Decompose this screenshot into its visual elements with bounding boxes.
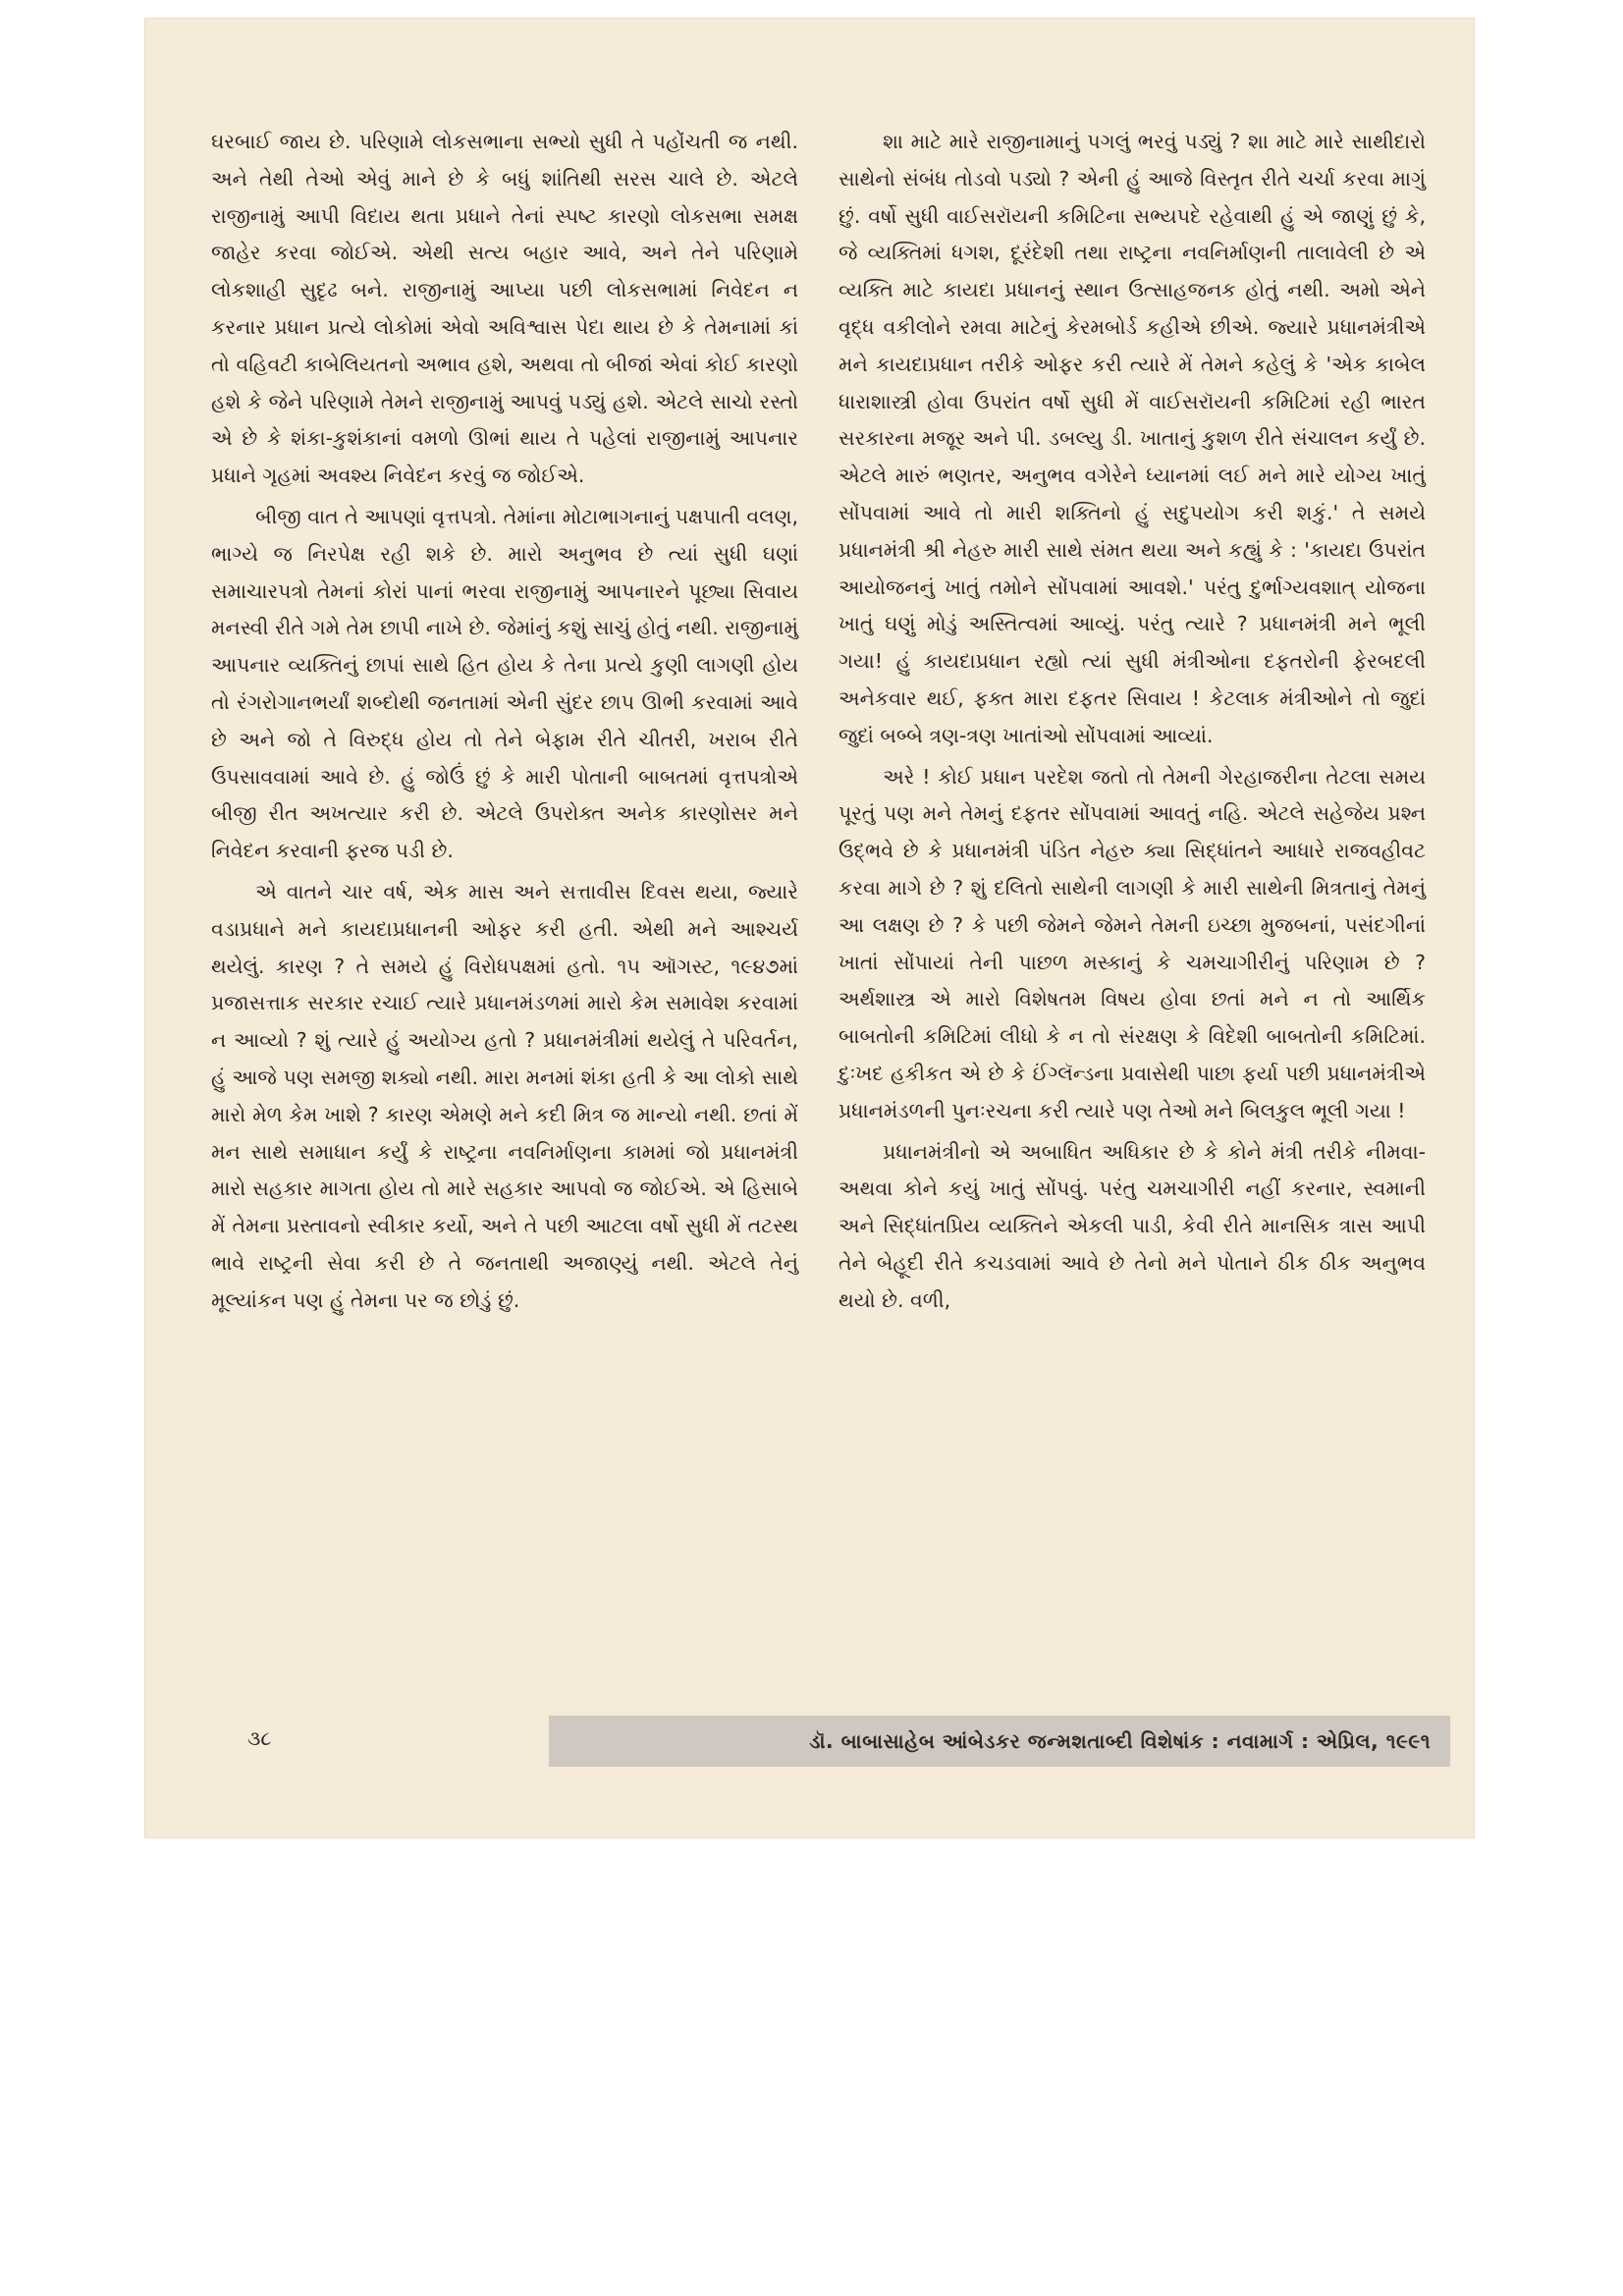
paragraph: પ્રધાનમંત્રીનો એ અબાધિત અધિકાર છે કે કોને મંત્રી તરીકે નીમવા- અથવા કોને કયું ખાતું સોંપવું. પરંતુ ચમચાગીરી નહીં કરનાર, સ્વમાની અને સિદ્ધાંતપ્રિય વ્યક્તિને એકલી પાડી, કેવી રીતે માનસિક ત્રાસ આપી તેને બેહૂદી રીતે કચડવામાં આવે છે તેનો મને પોતાને ઠીક ઠીક અનુભવ થયો છે. વળી, [839,1139,1426,1312]
footer-title: ડૉ. બાબાસાહેબ આંબેડકર જન્મશતાબ્દી વિશેષાંક : નવામાર્ગ : એપ્રિલ, ૧૯૯૧ [809,1729,1431,1753]
magazine-page [144,18,1475,1838]
paragraph: અરે ! કોઈ પ્રધાન પરદેશ જતો તો તેમની ગેરહાજરીના તેટલા સમય પૂરતું પણ મને તેમનું દફતર સોંપવામાં આવતું નહિ. એટલે સહેજેય પ્રશ્ન ઉદ્ભવે છે કે પ્રધાનમંત્રી પંડિત નેહરુ ક્યા સિદ્ધાંતને આધારે રાજવહીવટ કરવા માગે છે ? શું દલિતો સાથેની લાગણી કે મારી સાથેની મિત્રતાનું તેમનું આ લક્ષણ છે ? કે પછી જેમને જેમને તેમની ઇચ્છા મુજબનાં, પસંદગીનાં ખાતાં સોંપાયાં તેની પાછળ મસ્કાનું કે ચમચાગીરીનું પરિણામ છે ? અર્થશાસ્ત્ર એ મારો વિશેષતમ વિષય હોવા છતાં મને ન તો આર્થિક બાબતોની કમિટિમાં લીધો કે ન તો સંરક્ષણ કે વિદેશી બાબતોની કમિટિમાં. દુઃખદ હકીકત એ છે કે ઈંગ્લૅન્ડના પ્રવાસેથી પાછા ફર્યા પછી પ્રધાનમંત્રીએ પ્રધાનમંડળની પુનઃરચના કરી ત્યારે પણ તેઓ મને બિલકુલ ભૂલી ગયા ! [839,764,1426,1122]
paragraph: ઘરબાઈ જાય છે. પરિણામે લોકસભાના સભ્યો સુધી તે પહોંચતી જ નથી. અને તેથી તેઓ એવું માને છે કે બધું શાંતિથી સરસ ચાલે છે. એટલે રાજીનામું આપી વિદાય થતા પ્રધાને તેનાં સ્પષ્ટ કારણો લોકસભા સમક્ષ જાહેર કરવા જોઈએ. એથી સત્ય બહાર આવે, અને તેને પરિણામે લોકશાહી સુદૃઢ બને. રાજીનામું આપ્યા પછી લોકસભામાં નિવેદન ન કરનાર પ્રધાન પ્રત્યે લોકોમાં એવો અવિશ્વાસ પેદા થાય છે કે તેમનામાં કાં તો વહિવટી કાબેલિયતનો અભાવ હશે, અથવા તો બીજાં એવાં કોઈ કારણો હશે કે જેને પરિણામે તેમને રાજીનામું આપવું પડ્યું હશે. એટલે સાચો રસ્તો એ છે કે શંકા-કુશંકાનાં વમળો ઊભાં થાય તે પહેલાં રાજીનામું આપનાર પ્રધાને ગૃહમાં અવશ્ય નિવેદન કરવું જ જોઈએ. [211,130,798,488]
footer-banner [549,1716,1450,1767]
right-column [839,124,1426,1320]
left-column [211,124,798,1320]
paragraph: બીજી વાત તે આપણાં વૃત્તપત્રો. તેમાંના મોટાભાગનાનું પક્ષપાતી વલણ, ભાગ્યે જ નિરપેક્ષ રહી શકે છે. મારો અનુભવ છે ત્યાં સુધી ઘણાં સમાચારપત્રો તેમનાં કોરાં પાનાં ભરવા રાજીનામું આપનારને પૂછ્યા સિવાય મનસ્વી રીતે ગમે તેમ છાપી નાખે છે. જેમાંનું કશું સાચું હોતું નથી. રાજીનામું આપનાર વ્યક્તિનું છાપાં સાથે હિત હોય કે તેના પ્રત્યે કુણી લાગણી હોય તો રંગરોગાનભર્યાં શબ્દોથી જનતામાં એની સુંદર છાપ ઊભી કરવામાં આવે છે અને જો તે વિરુદ્ધ હોય તો તેને બેફામ રીતે ચીતરી, ખરાબ રીતે ઉપસાવવામાં આવે છે. હું જોઉં છું કે મારી પોતાની બાબતમાં વૃત્તપત્રોએ બીજી રીત અખત્યાર કરી છે. એટલે ઉપરોક્ત અનેક કારણોસર મને નિવેદન કરવાની ફરજ પડી છે. [211,504,798,863]
paragraph: એ વાતને ચાર વર્ષ, એક માસ અને સત્તાવીસ દિવસ થયા, જ્યારે વડાપ્રધાને મને કાયદાપ્રધાનની ઓફર કરી હતી. એથી મને આશ્ચર્ય થયેલું. કારણ ? તે સમયે હું વિરોધપક્ષમાં હતો. ૧૫ ઑગસ્ટ, ૧૯૪૭માં પ્રજાસત્તાક સરકાર રચાઈ ત્યારે પ્રધાનમંડળમાં મારો કેમ સમાવેશ કરવામાં ન આવ્યો ? શું ત્યારે હું અયોગ્ય હતો ? પ્રધાનમંત્રીમાં થયેલું તે પરિવર્તન, હું આજે પણ સમજી શક્યો નથી. મારા મનમાં શંકા હતી કે આ લોકો સાથે મારો મેળ કેમ ખાશે ? કારણ એમણે મને કદી મિત્ર જ માન્યો નથી. છતાં મેં મન સાથે સમાધાન કર્યું કે રાષ્ટ્રના નવનિર્માણના કામમાં જો પ્રધાનમંત્રી મારો સહકાર માગતા હોય તો મારે સહકાર આપવો જ જોઈએ. એ હિસાબે મેં તેમના પ્રસ્તાવનો સ્વીકાર કર્યો, અને તે પછી આટલા વર્ષો સુધી મેં તટસ્થ ભાવે રાષ્ટ્રની સેવા કરી છે તે જનતાથી અજાણ્યું નથી. એટલે તેનું મૂલ્યાંકન પણ હું તેમના પર જ છોડું છું. [211,879,798,1312]
page-number: ૩૮ [247,1726,272,1750]
paragraph: શા માટે મારે રાજીનામાનું પગલું ભરવું પડ્યું ? શા માટે મારે સાથીદારો સાથેનો સંબંધ તોડવો પડ્યો ? એની હું આજે વિસ્તૃત રીતે ચર્ચા કરવા માગું છું. વર્ષો સુધી વાઈસરૉયની કમિટિના સભ્યપદે રહેવાથી હું એ જાણું છું કે, જે વ્યક્તિમાં ધગશ, દૂરંદેશી તથા રાષ્ટ્રના નવનિર્માણની તાલાવેલી છે એ વ્યક્તિ માટે કાયદા પ્રધાનનું સ્થાન ઉત્સાહજનક હોતું નથી. અમો એને વૃદ્ધ વકીલોને રમવા માટેનું કેરમબોર્ડ કહીએ છીએ. જ્યારે પ્રધાનમંત્રીએ મને કાયદાપ્રધાન તરીકે ઓફર કરી ત્યારે મેં તેમને કહેલું કે 'એક કાબેલ ધારાશાસ્ત્રી હોવા ઉપરાંત વર્ષો સુધી મેં વાઈસરૉયની કમિટિમાં રહી ભારત સરકારના મજૂર અને પી. ડબલ્યુ ડી. ખાતાનું કુશળ રીતે સંચાલન કર્યું છે. એટલે મારું ભણતર, અનુભવ વગેરેને ધ્યાનમાં લઈ મને મારે યોગ્ય ખાતું સોંપવામાં આવે તો મારી શક્તિનો હું સદુપયોગ કરી શકું.' તે સમયે પ્રધાનમંત્રી શ્રી નેહરુ મારી સાથે સંમત થયા અને કહ્યું કે : 'કાયદા ઉપરાંત આયોજનનું ખાતું તમોને સોંપવામાં આવશે.' પરંતુ દુર્ભાગ્યવશાત્ યોજના ખાતું ઘણું મોડું અસ્તિત્વમાં આવ્યું. પરંતુ ત્યારે ? પ્રધાનમંત્રી મને ભૂલી ગયા! હું કાયદાપ્રધાન રહ્યો ત્યાં સુધી મંત્રીઓના દફતરોની ફેરબદલી અનેકવાર થઈ, ફક્ત મારા દફતર સિવાય ! કેટલાક મંત્રીઓને તો જુદાં જુદાં બબ્બે ત્રણ-ત્રણ ખાતાંઓ સોંપવામાં આવ્યાં. [839,130,1426,747]
